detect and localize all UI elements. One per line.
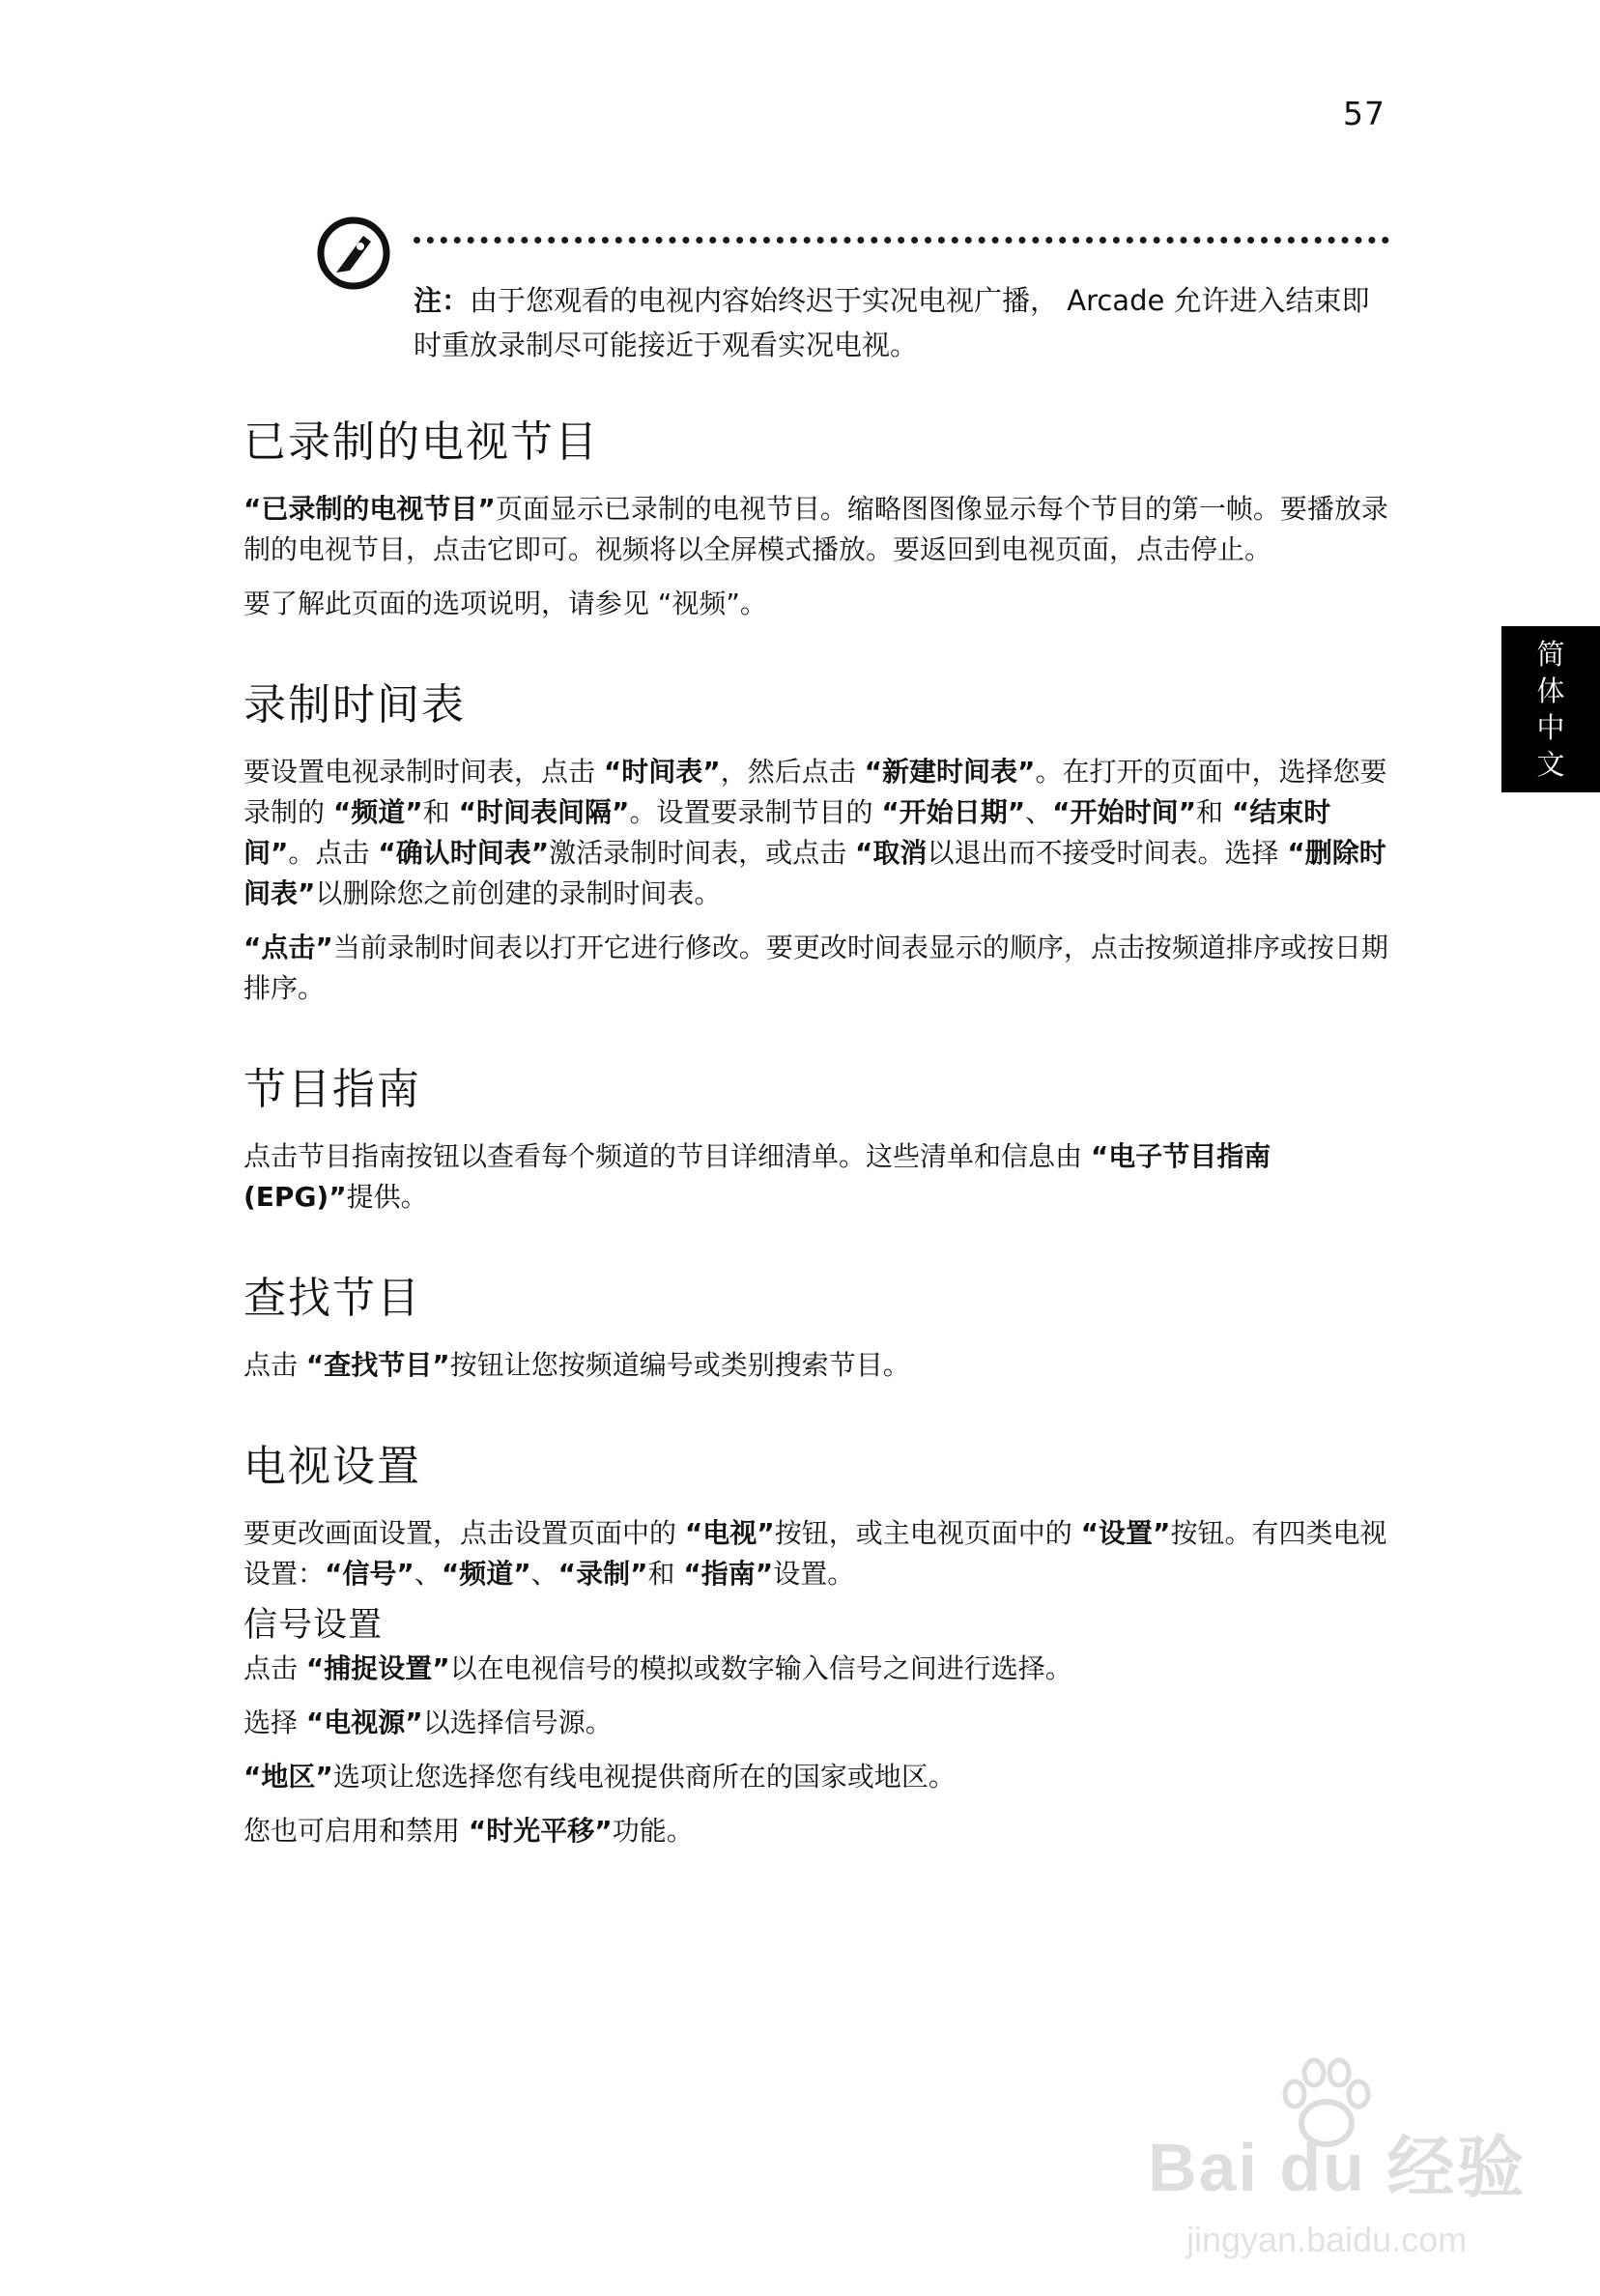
text-run: 点击节目指南按钮以查看每个频道的节目详细清单。这些清单和信息由 <box>243 1140 1091 1172</box>
emphasis-text: “设置” <box>1080 1517 1171 1549</box>
side-tab-char: 简 <box>1536 638 1565 671</box>
text-run: 选项让您选择您有线电视提供商所在的国家或地区。 <box>332 1761 956 1793</box>
emphasis-text: “查找节目” <box>305 1349 450 1381</box>
emphasis-text: “新建时间表” <box>864 756 1036 788</box>
emphasis-text: “确认时间表” <box>378 837 550 869</box>
section-program-guide <box>243 1061 1388 1218</box>
text-run: 按钮。有四类电视设置： <box>243 1517 1387 1590</box>
side-tab-char: 体 <box>1536 674 1565 707</box>
text-run: 设置。 <box>773 1558 855 1590</box>
emphasis-text: “信号” <box>325 1558 414 1590</box>
paragraph <box>243 1513 1388 1594</box>
emphasis-text: “电视源” <box>305 1707 423 1738</box>
text-run: 、 <box>530 1558 558 1590</box>
section-heading: 节目指南 <box>243 1065 421 1114</box>
text-run: 要更改画面设置，点击设置页面中的 <box>243 1517 685 1549</box>
note-divider <box>414 237 1389 244</box>
emphasis-text: “开始日期” <box>881 796 1026 828</box>
paragraph <box>243 1345 1388 1386</box>
emphasis-text: “电子节目指南 (EPG)” <box>243 1140 1271 1213</box>
paragraph <box>243 1649 1388 1689</box>
text-run: 以在电视信号的模拟或数字输入信号之间进行选择。 <box>449 1652 1072 1684</box>
text-run: ，然后点击 <box>720 756 865 788</box>
text-run: 、 <box>1025 796 1053 828</box>
paragraph <box>243 584 1388 624</box>
side-tab-char: 文 <box>1536 748 1565 781</box>
text-run: 要设置电视录制时间表，点击 <box>243 756 604 788</box>
subsection-signal-settings <box>243 1602 1388 1851</box>
section-heading: 查找节目 <box>243 1274 421 1323</box>
text-run: 和 <box>647 1558 684 1590</box>
text-run: 和 <box>422 796 459 828</box>
section-find-program <box>243 1270 1388 1386</box>
emphasis-text: “结束时间” <box>243 796 1331 869</box>
watermark-url: jingyan.baidu.com <box>1186 2220 1468 2259</box>
text-run: 和 <box>1195 796 1232 828</box>
subsection-heading: 信号设置 <box>243 1606 384 1645</box>
emphasis-text: “取消 <box>855 837 928 869</box>
text-run: 您也可启用和禁用 <box>243 1815 469 1847</box>
paragraph <box>243 1136 1388 1218</box>
emphasis-text: “指南” <box>683 1558 774 1590</box>
text-run: 提供。 <box>346 1181 428 1213</box>
note-body: 由于您观看的电视内容始终迟于实况电视广播， Arcade 允许进入结束即时重放录制尽可能接近于观看实况电视。 <box>414 284 1370 361</box>
text-run: 页面显示已录制的电视节目。缩略图图像显示每个节目的第一帧。要播放录制的电视节目，点击它即可。视频将以全屏模式播放。要返回到电视页面，点击停止。 <box>243 493 1388 565</box>
section-heading: 已录制的电视节目 <box>243 417 599 467</box>
note-label: 注： <box>414 284 471 317</box>
page-number: 57 <box>1343 95 1386 132</box>
text-run: 点击 <box>243 1652 306 1684</box>
paragraph <box>243 1703 1388 1743</box>
text-run: 要了解此页面的选项说明，请参见 “视频”。 <box>243 588 767 619</box>
text-run: 以选择信号源。 <box>422 1707 613 1738</box>
text-run: 功能。 <box>612 1815 694 1847</box>
text-run: 按钮让您按频道编号或类别搜索节目。 <box>449 1349 910 1381</box>
text-run: 以退出而不接受时间表。选择 <box>927 837 1288 869</box>
section-recording-schedule <box>243 676 1388 1009</box>
section-heading: 电视设置 <box>243 1442 421 1491</box>
emphasis-text: “电视” <box>684 1517 775 1549</box>
watermark-brand: Bai du 经验 <box>1148 2130 1527 2205</box>
emphasis-text: “捕捉设置” <box>305 1652 450 1684</box>
text-run: 当前录制时间表以打开它进行修改。要更改时间表显示的顺序，点击按频道排序或按日期排序。 <box>243 932 1388 1004</box>
text-run: 。设置要录制节目的 <box>629 796 882 828</box>
paragraph <box>243 1757 1388 1797</box>
text-run: 、 <box>414 1558 442 1590</box>
text-run: 激活录制时间表，或点击 <box>549 837 856 869</box>
emphasis-text: “已录制的电视节目” <box>243 493 496 525</box>
emphasis-text: “时间表” <box>603 756 721 788</box>
section-heading: 录制时间表 <box>243 680 466 730</box>
emphasis-text: “删除时间表” <box>243 837 1386 909</box>
emphasis-text: “地区” <box>243 1761 333 1793</box>
section-tv-settings <box>243 1438 1388 1851</box>
note <box>414 278 1389 367</box>
text-run: 点击 <box>243 1349 306 1381</box>
side-tab-char: 中 <box>1536 711 1565 744</box>
emphasis-text: “频道” <box>332 796 423 828</box>
pen-note-icon <box>315 215 392 292</box>
text-run: 。在打开的页面中，选择您要录制的 <box>243 756 1387 828</box>
text-run: 按钮，或主电视页面中的 <box>774 1517 1081 1549</box>
emphasis-text: “录制” <box>557 1558 648 1590</box>
text-run: 选择 <box>243 1707 306 1738</box>
baidu-watermark <box>1129 2053 1554 2285</box>
paragraph <box>243 752 1388 914</box>
text-run: 以删除您之前创建的录制时间表。 <box>315 877 722 909</box>
paragraph <box>243 928 1388 1009</box>
main-content <box>243 414 1388 1904</box>
emphasis-text: “时光平移” <box>468 1815 613 1847</box>
text-run: 。点击 <box>288 837 379 869</box>
section-recorded-tv <box>243 414 1388 624</box>
paragraph <box>243 1811 1388 1851</box>
emphasis-text: “时间表间隔” <box>458 796 630 828</box>
language-side-tab <box>1501 626 1600 792</box>
paragraph <box>243 489 1388 570</box>
emphasis-text: “开始时间” <box>1052 796 1196 828</box>
emphasis-text: “点击” <box>243 932 333 963</box>
emphasis-text: “频道” <box>441 1558 531 1590</box>
